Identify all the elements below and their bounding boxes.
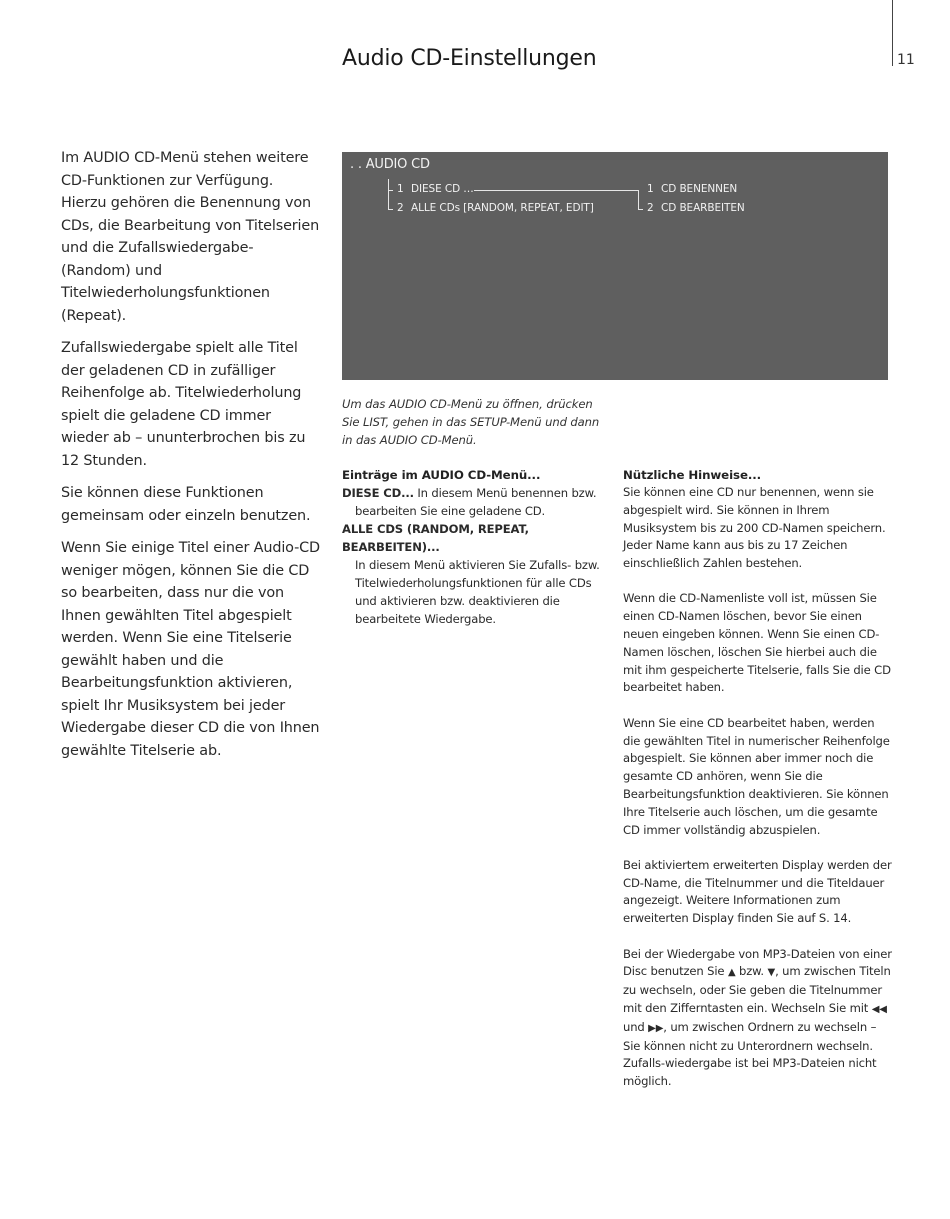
intro-paragraph: Sie können diese Funktionen gemeinsam oder einzeln benutzen. <box>61 485 311 524</box>
intro-paragraph: Zufallswiedergabe spielt alle Titel der geladenen CD in zufälliger Reihenfolge ab. Titelwiederholung spielt die geladene CD immer wieder ab – ununterbrochen bis zu 12 Stunden. <box>61 340 306 469</box>
menu-caption: Um das AUDIO CD-Menü zu öffnen, drücken Sie LIST, gehen in das SETUP-Menü und dann in das AUDIO CD-Menü. <box>342 397 600 447</box>
entries-heading: Einträge im AUDIO CD-Menü... <box>342 468 541 482</box>
intro-text <box>61 147 321 772</box>
tip-paragraph <box>623 946 895 1091</box>
tips-heading: Nützliche Hinweise... <box>623 468 761 482</box>
menu-tree-line <box>388 179 389 209</box>
menu-tree-line <box>638 209 643 210</box>
menu-entries-section <box>342 466 612 628</box>
menu-tree-line <box>388 190 393 191</box>
audio-cd-menu-screen <box>342 152 888 380</box>
entry-description-inline: In diesem Menü benennen bzw. <box>413 486 597 500</box>
menu-tree-line <box>638 190 639 209</box>
tip-text: Bei der Wiedergabe von MP3-Dateien von einer Disc benutzen Sie <box>623 946 892 979</box>
tip-paragraph: Bei aktiviertem erweiterten Display werden der CD-Name, die Titelnummer und die Titeldauer angezeigt. Weitere Informationen zum erweiterten Display finden Sie auf S. 14. <box>623 857 892 926</box>
menu-item-label: DIESE CD … <box>411 183 474 195</box>
fast-forward-icon: ▶▶ <box>648 1022 664 1034</box>
menu-item-number: 2 <box>397 202 404 214</box>
menu-title: . . AUDIO CD <box>350 157 430 172</box>
page-number-rule <box>892 0 893 66</box>
down-arrow-icon: ▼ <box>767 967 776 979</box>
tip-text: bzw. <box>735 964 768 979</box>
rewind-icon: ◀◀ <box>871 1003 887 1015</box>
menu-tree-line <box>388 209 393 210</box>
menu-item-label: ALLE CDs [RANDOM, REPEAT, EDIT] <box>411 202 594 214</box>
menu-item-number: 1 <box>397 183 404 195</box>
menu-item-diese-cd[interactable] <box>397 183 474 195</box>
up-arrow-icon: ▲ <box>727 967 736 979</box>
intro-paragraph: Im AUDIO CD-Menü stehen weitere CD-Funktionen zur Verfügung. Hierzu gehören die Benennung von CDs, die Bearbeitung von Titelserien und die Zufallswiedergabe- (Random) und Titelwiederholungsfunktionen (Repeat). <box>61 150 320 324</box>
menu-item-alle-cds[interactable] <box>397 202 594 214</box>
tip-text: , um zwischen Titeln zu wechseln, oder Sie geben die Titelnummer mit den Zifferntasten ein. Wechseln Sie mit <box>623 964 891 1015</box>
menu-item-number: 1 <box>647 183 654 195</box>
submenu-item-cd-benennen[interactable] <box>647 183 737 195</box>
entry-item <box>342 484 612 520</box>
entry-description: bearbeiten Sie eine geladene CD. <box>355 504 546 518</box>
tip-text: , um zwischen Ordnern zu wechseln – Sie können nicht zu Unterordnern wechseln. Zufalls-wiedergabe ist bei MP3-Dateien nicht möglich. <box>623 1019 877 1089</box>
tip-paragraph: Sie können eine CD nur benennen, wenn sie abgespielt wird. Sie können in Ihrem Musiksystem bis zu 200 CD-Namen speichern. Jeder Name kann aus bis zu 17 Zeichen einschließlich Zahlen bestehen. <box>623 485 886 571</box>
entry-description: In diesem Menü aktivieren Sie Zufalls- bzw. Titelwiederholungsfunktionen für alle CDs und aktivieren bzw. deaktivieren die bearbeitete Wiedergabe. <box>355 558 600 626</box>
entry-term: DIESE CD... <box>342 486 414 500</box>
entry-item <box>342 520 612 628</box>
menu-connector-line <box>474 190 639 191</box>
tip-paragraph: Wenn Sie eine CD bearbeitet haben, werden die gewählten Titel in numerischer Reihenfolge abgespielt. Sie können aber immer noch die gesamte CD anhören, wenn Sie die Bearbeitungsfunktion deaktivieren. Sie können Ihre Titelserie auch löschen, um die gesamte CD immer vollständig abzuspielen. <box>623 715 890 837</box>
submenu-item-cd-bearbeiten[interactable] <box>647 202 745 214</box>
tip-paragraph: Wenn die CD-Namenliste voll ist, müssen Sie einen CD-Namen löschen, bevor Sie einen neuen eingeben können. Wenn Sie einen CD-Namen löschen, löschen Sie hierbei auch die mit ihm gespeicherte Titelserie, falls Sie die CD bearbeitet haben. <box>623 591 891 695</box>
menu-item-label: CD BENENNEN <box>661 183 738 195</box>
tip-text: und <box>623 1019 649 1034</box>
tips-section <box>623 466 895 1108</box>
menu-item-label: CD BEARBEITEN <box>661 202 745 214</box>
page-number: 11 <box>897 52 915 68</box>
menu-item-number: 2 <box>647 202 654 214</box>
page-title: Audio CD-Einstellungen <box>342 46 597 71</box>
entry-term: ALLE CDS (RANDOM, REPEAT, BEARBEITEN)... <box>342 522 529 554</box>
intro-paragraph: Wenn Sie einige Titel einer Audio-CD weniger mögen, können Sie die CD so bearbeiten, dass nur die von Ihnen gewählten Titel abgespielt werden. Wenn Sie eine Titelserie gewählt haben und die Bearbeitungsfunktion aktivieren, spielt Ihr Musiksystem bei jeder Wiedergabe dieser CD die von Ihnen gewählte Titelserie ab. <box>61 540 320 759</box>
